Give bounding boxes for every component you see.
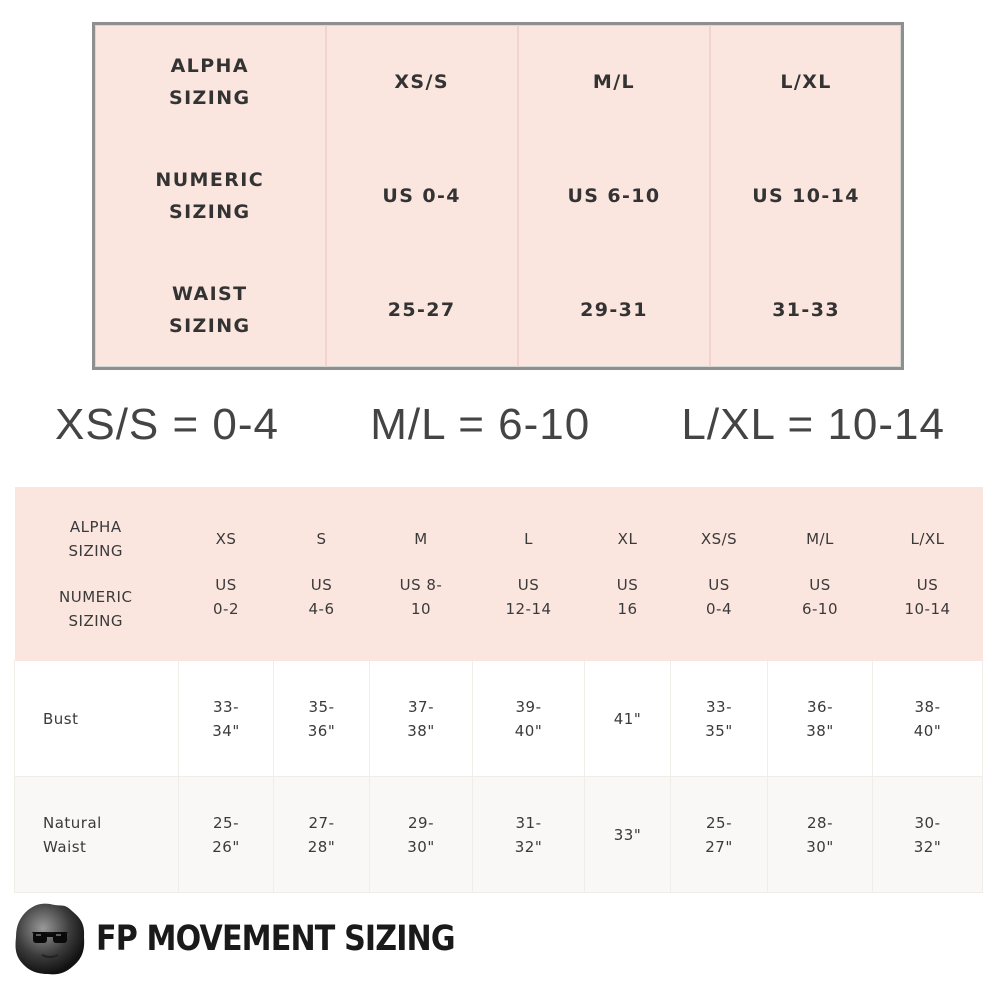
waist-cell: 29- 30" — [370, 777, 473, 893]
size-header-cell: XS/S US 0-4 — [671, 488, 768, 661]
bust-cell: 37- 38" — [370, 661, 473, 777]
waist-cell: 27- 28" — [274, 777, 370, 893]
alpha-numeric-waist-table — [92, 22, 904, 370]
size-header-cell: L US 12-14 — [473, 488, 585, 661]
alpha-sizing-row — [94, 24, 903, 140]
size-cell: US 10-14 — [710, 139, 902, 252]
waist-cell: 31- 32" — [473, 777, 585, 893]
sunglasses-face-icon — [12, 901, 88, 977]
size-cell: M/L — [518, 24, 710, 140]
natural-waist-row — [15, 777, 983, 893]
waist-cell: 28- 30" — [768, 777, 873, 893]
size-cell: 31-33 — [710, 253, 902, 369]
row-label-natural-waist: Natural Waist — [15, 777, 179, 893]
waist-cell: 25- 26" — [179, 777, 274, 893]
bust-cell: 38- 40" — [873, 661, 983, 777]
equivalence-xs-s: XS/S = 0-4 — [55, 400, 280, 449]
waist-cell: 33" — [585, 777, 671, 893]
size-cell: US 6-10 — [518, 139, 710, 252]
bust-cell: 36- 38" — [768, 661, 873, 777]
numeric-sizing-row — [94, 139, 903, 252]
size-header-cell: L/XL US 10-14 — [873, 488, 983, 661]
waist-sizing-row — [94, 253, 903, 369]
bust-cell: 39- 40" — [473, 661, 585, 777]
header-row — [15, 488, 983, 661]
measurement-table — [14, 487, 983, 893]
header-label-cell: ALPHA SIZING NUMERIC SIZING — [15, 488, 179, 661]
bust-cell: 41" — [585, 661, 671, 777]
waist-cell: 30- 32" — [873, 777, 983, 893]
footer-title: FP MOVEMENT SIZING — [96, 919, 455, 959]
size-equivalence-line — [0, 400, 1000, 464]
bust-cell: 33- 35" — [671, 661, 768, 777]
size-header-cell: S US 4-6 — [274, 488, 370, 661]
bust-cell: 33- 34" — [179, 661, 274, 777]
bust-row — [15, 661, 983, 777]
row-label: NUMERIC SIZING — [155, 168, 265, 223]
size-cell: 29-31 — [518, 253, 710, 369]
row-label: ALPHA SIZING — [169, 55, 251, 110]
size-cell: 25-27 — [326, 253, 518, 369]
brand-footer — [12, 884, 513, 994]
size-header-cell: M/L US 6-10 — [768, 488, 873, 661]
row-label: WAIST SIZING — [169, 282, 251, 337]
size-cell: US 0-4 — [326, 139, 518, 252]
row-label-bust: Bust — [15, 661, 179, 777]
equivalence-m-l: M/L = 6-10 — [370, 400, 591, 449]
size-header-cell: XL US 16 — [585, 488, 671, 661]
size-cell: XS/S — [326, 24, 518, 140]
size-header-cell: XS US 0-2 — [179, 488, 274, 661]
size-cell: L/XL — [710, 24, 902, 140]
waist-cell: 25- 27" — [671, 777, 768, 893]
size-header-cell: M US 8- 10 — [370, 488, 473, 661]
bust-cell: 35- 36" — [274, 661, 370, 777]
equivalence-l-xl: L/XL = 10-14 — [681, 400, 945, 449]
